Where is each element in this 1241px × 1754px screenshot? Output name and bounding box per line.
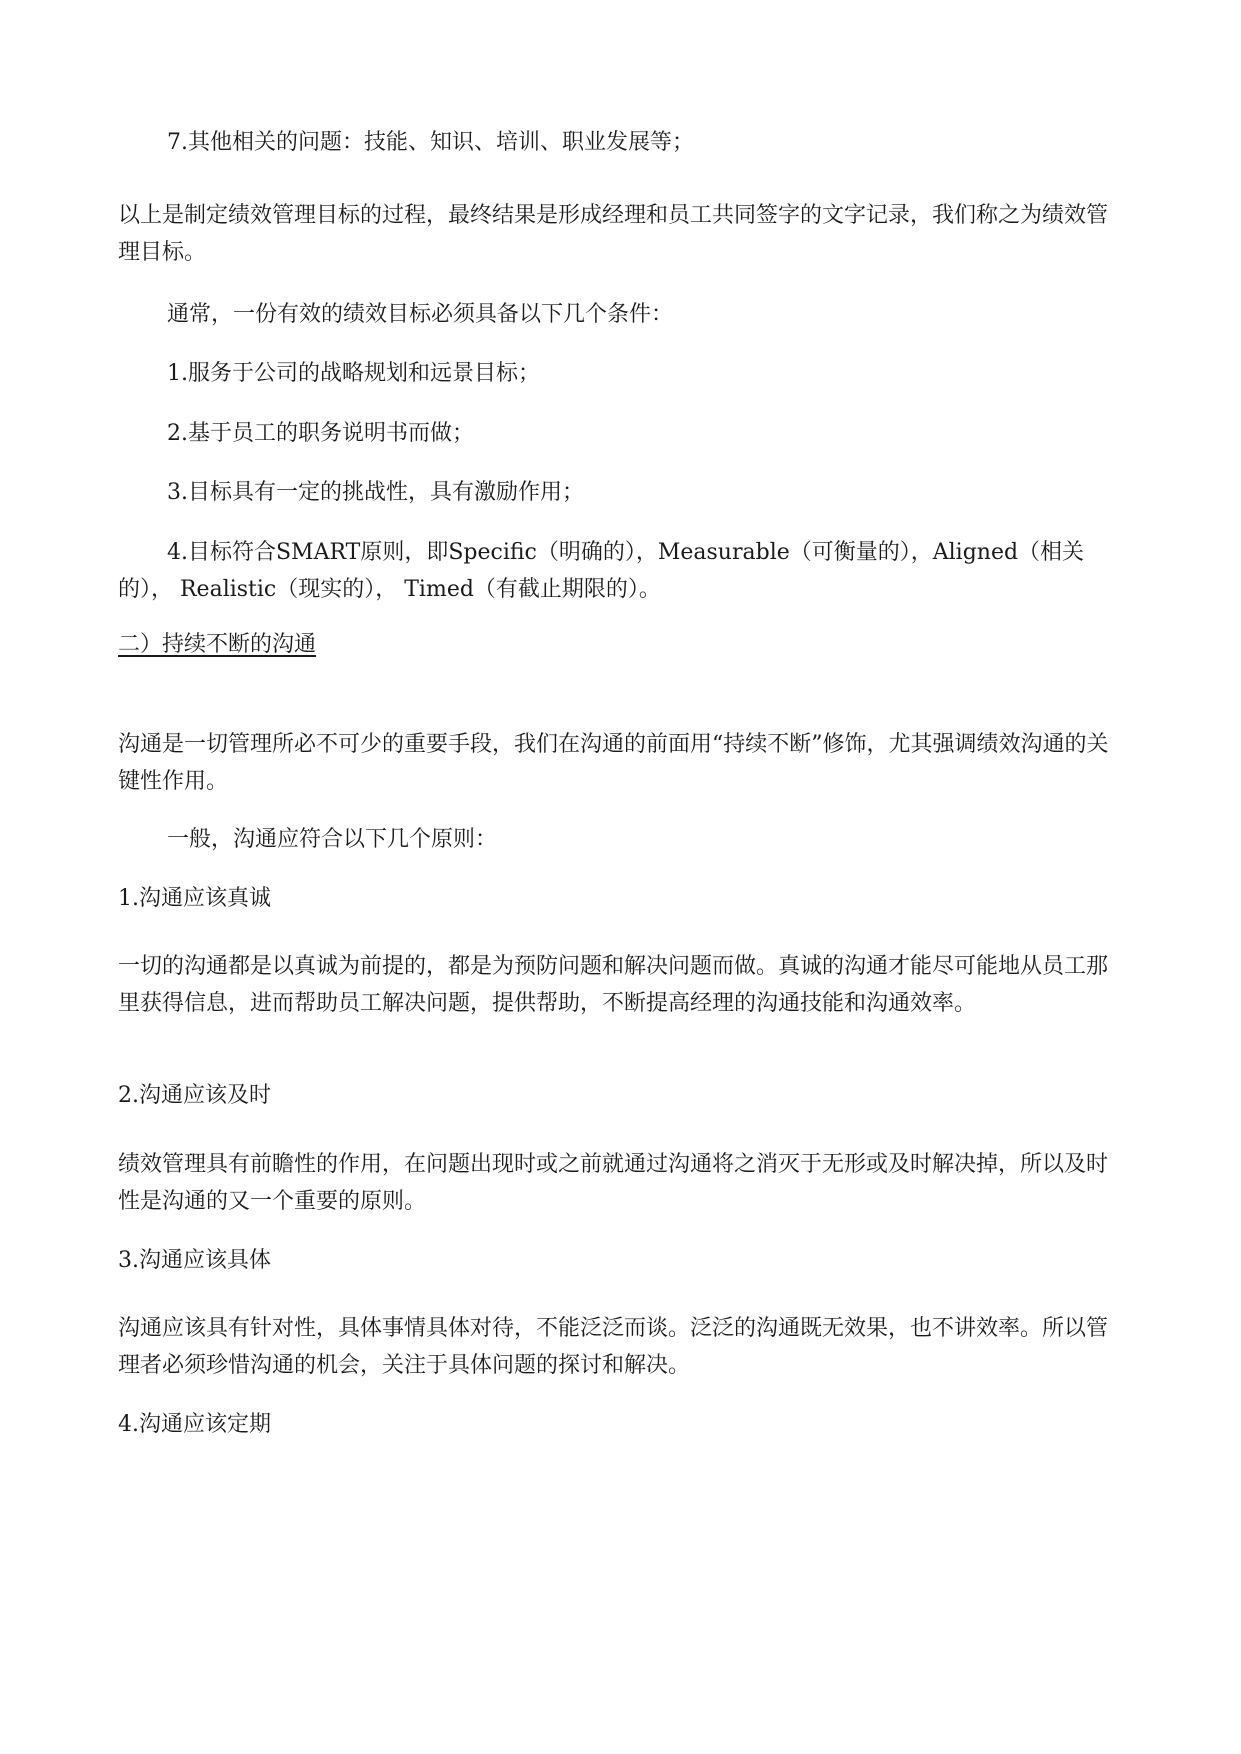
body-paragraph-principle-3: 沟通应该具有针对性，具体事情具体对待，不能泛泛而谈。泛泛的沟通既无效果，也不讲效率。所以管理者必须珍惜沟通的机会，关注于具体问题的探讨和解决。	[118, 1316, 1109, 1378]
list-item-condition-4-smart: 4.目标符合SMART原则，即Specific（明确的），Measurable（可衡量的），Aligned（相关的）， Realistic（现实的）， Timed（有截止期限的）。	[118, 540, 1085, 602]
body-paragraph-principle-1: 一切的沟通都是以真诚为前提的，都是为预防问题和解决问题而做。真诚的沟通才能尽可能地从员工那里获得信息，进而帮助员工解决问题，提供帮助，不断提高经理的沟通技能和沟通效率。	[118, 954, 1109, 1016]
subheading-principle-1: 1.沟通应该真诚	[118, 886, 271, 911]
list-item-condition-1: 1.服务于公司的战略规划和远景目标；	[167, 361, 540, 386]
section-heading-continuous-communication: 二）持续不断的沟通	[118, 632, 317, 657]
list-item-condition-2: 2.基于员工的职务说明书而做；	[167, 421, 474, 446]
body-paragraph-communication-intro: 沟通是一切管理所必不可少的重要手段，我们在沟通的前面用“持续不断”修饰，尤其强调绩效沟通的关键性作用。	[118, 732, 1109, 794]
subheading-principle-2: 2.沟通应该及时	[118, 1083, 271, 1108]
subheading-principle-3: 3.沟通应该具体	[118, 1248, 271, 1273]
subheading-principle-4: 4.沟通应该定期	[118, 1412, 271, 1437]
body-paragraph-principle-2: 绩效管理具有前瞻性的作用，在问题出现时或之前就通过沟通将之消灭于无形或及时解决掉，所以及时性是沟通的又一个重要的原则。	[118, 1152, 1109, 1214]
list-item-other-issues: 7.其他相关的问题：技能、知识、培训、职业发展等；	[167, 130, 694, 155]
body-paragraph-conditions-intro: 通常，一份有效的绩效目标必须具备以下几个条件：	[167, 302, 674, 327]
list-item-condition-3: 3.目标具有一定的挑战性，具有激励作用；	[167, 480, 584, 505]
body-paragraph-principles-intro: 一般，沟通应符合以下几个原则：	[167, 827, 498, 852]
body-paragraph-goal-process: 以上是制定绩效管理目标的过程，最终结果是形成经理和员工共同签字的文字记录，我们称之为绩效管理目标。	[118, 203, 1109, 265]
